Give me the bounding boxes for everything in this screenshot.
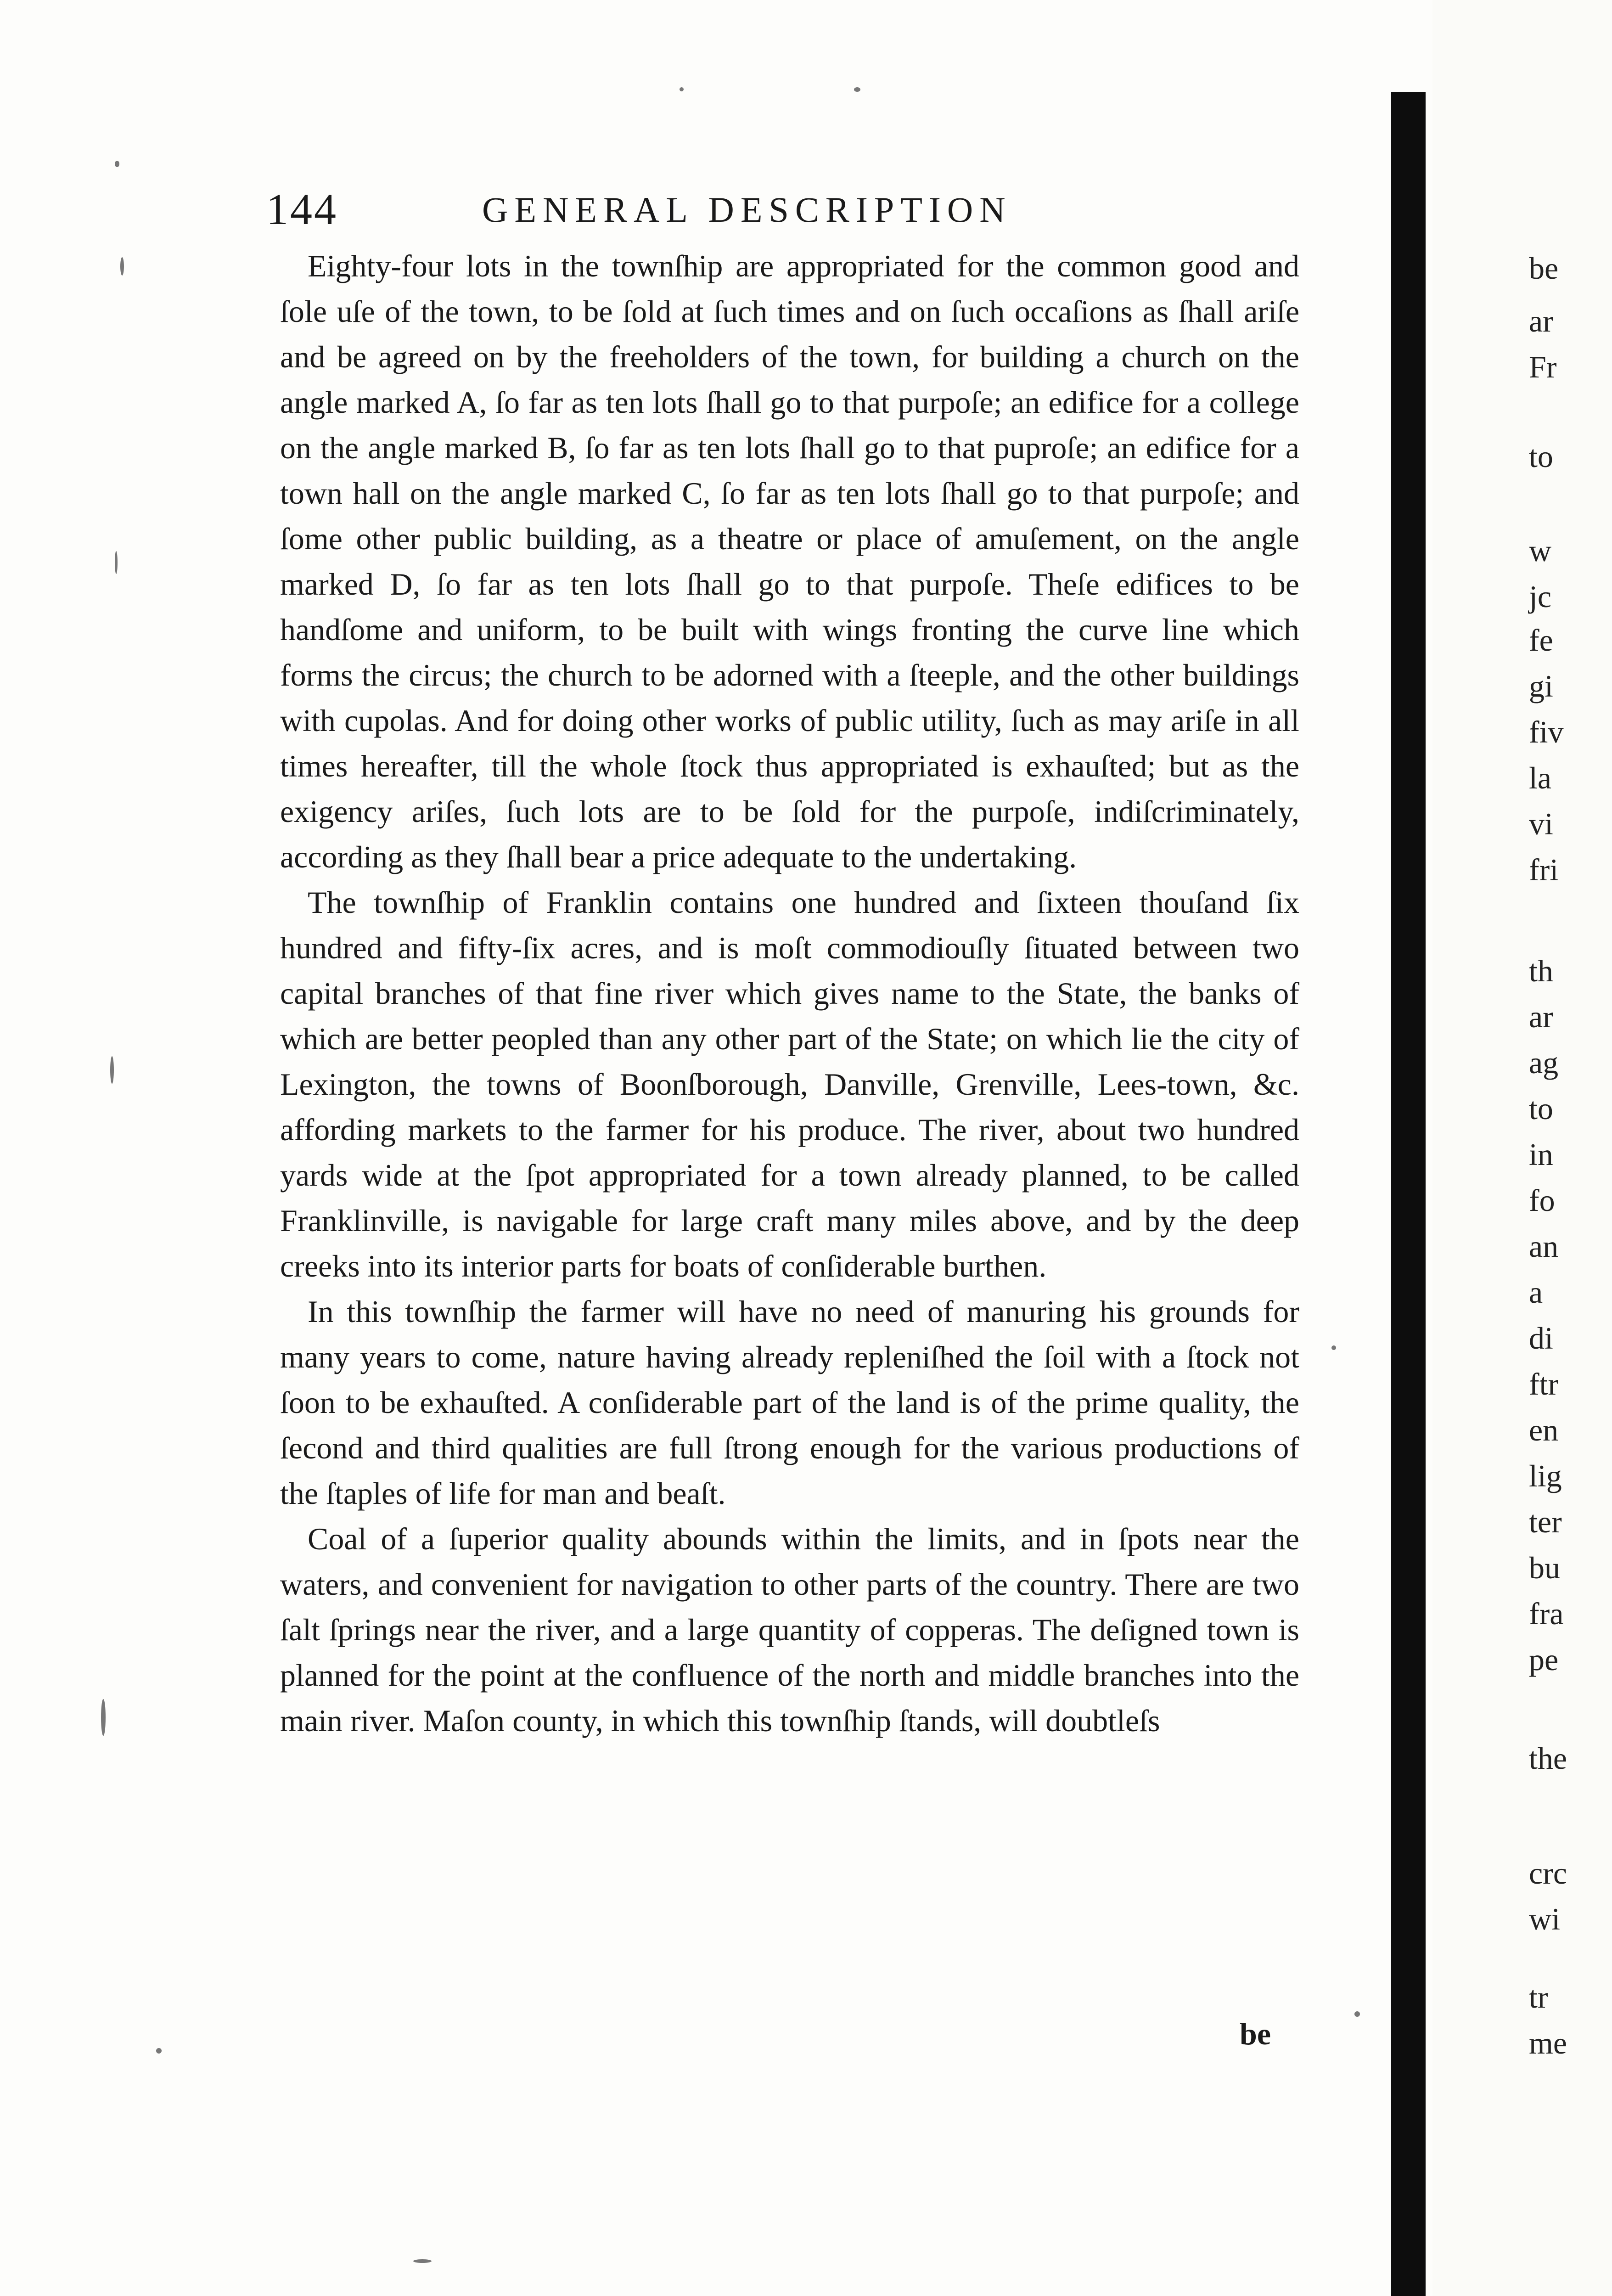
facing-page-fragment: fe [1529, 623, 1553, 658]
facing-page-fragment: bu [1529, 1550, 1560, 1585]
facing-page-fragment: tr [1529, 1980, 1548, 2015]
facing-page-fragment: la [1529, 760, 1552, 795]
facing-page-fragment: a [1529, 1275, 1543, 1310]
facing-page-fragment: wi [1529, 1902, 1560, 1936]
facing-page-fragment: gi [1529, 669, 1553, 703]
facing-page-fragment: ag [1529, 1045, 1559, 1080]
page-number: 144 [266, 185, 338, 234]
body-text [280, 243, 1299, 1744]
facing-page-fragment: ar [1529, 999, 1553, 1034]
facing-page-fragment: lig [1529, 1458, 1562, 1493]
facing-page-fragment: pe [1529, 1642, 1559, 1677]
facing-page-fragment: vi [1529, 806, 1553, 841]
paragraph-soil: In this townſhip the farmer will have no need of manuring his grounds for many years to come, nature having already repleniſhed the ſoil with a ſtock not ſoon to be exhauſted. A conſiderable part of the land is of the prime quality, the ſecond and third qualities are full ſtrong enough for the various productions of the ſtaples of life for man and beaſt. [280, 1294, 1299, 1511]
facing-page-fragment: to [1529, 439, 1553, 474]
facing-page-fragment: ter [1529, 1504, 1562, 1539]
facing-page-fragment: w [1529, 533, 1552, 568]
facing-page-fragment: fiv [1529, 715, 1564, 749]
facing-page-fragment: crc [1529, 1856, 1567, 1891]
facing-page-fragment: in [1529, 1137, 1553, 1172]
facing-page-fragment: fo [1529, 1183, 1555, 1218]
catchword: be [1240, 2016, 1271, 2051]
paragraph-township-franklin: The townſhip of Franklin contains one hundred and ſixteen thouſand ſix hundred and fifty-ſix acres, and is moſt commodiouſly ſituated between two capital branches of that fine river which gives name to the State, the banks of which are better peopled than any other part of the State; on which lie the city of Lexington, the towns of Boonſborough, Danville, Grenville, Lees-town, &c. affording markets to the farmer for his produce. The river, about two hundred yards wide at the ſpot appropriated for a town already planned, to be called Franklinville, is navigable for large craft many miles above, and by the deep creeks into its interior parts for boats of conſiderable burthen. [280, 885, 1299, 1283]
paragraph-coal: Coal of a ſuperior quality abounds within the limits, and in ſpots near the waters, and convenient for navigation to other parts of the country. There are two ſalt ſprings near the river, and a large quantity of copperas. The deſigned town is planned for the point at the confluence of the north and middle branches into the main river. Maſon county, in which this townſhip ſtands, will doubtleſs [280, 1521, 1299, 1738]
facing-page-fragment: be [1529, 251, 1559, 286]
running-head: GENERAL DESCRIPTION [482, 190, 1012, 230]
facing-page-fragment: en [1529, 1412, 1559, 1447]
facing-page-fragment: ftr [1529, 1367, 1559, 1401]
facing-page-fragment: di [1529, 1321, 1553, 1356]
paragraph-common-lots: Eighty-four lots in the townſhip are appropriated for the common good and ſole uſe of the town, to be ſold at ſuch times and on ſuch occaſions as ſhall ariſe and be agreed on by the freeholders of the town, for building a church on the angle marked A, ſo far as ten lots ſhall go to that purpoſe; an edifice for a college on the angle marked B, ſo far as ten lots ſhall go to that puproſe; an edifice for a town hall on the angle marked C, ſo far as ten lots ſhall go to that purpoſe; and ſome other public building, as a theatre or place of amuſement, on the angle marked D, ſo far as ten lots ſhall go to that purpoſe. Theſe edifices to be handſome and uniform, to be built with wings fronting the curve line which forms the circus; the church to be adorned with a ſteeple, and the other buildings with cupolas. And for doing other works of public utility, ſuch as may ariſe in all times hereafter, till the whole ſtock thus appropriated is exhauſted; but as the exigency ariſes, ſuch lots are to be ſold for the purpoſe, indiſcriminately, according as they ſhall bear a price adequate to the undertaking. [280, 248, 1299, 874]
facing-page-fragment: ar [1529, 304, 1553, 338]
facing-page-fragment: th [1529, 953, 1553, 988]
page-header [266, 184, 1304, 239]
facing-page-fragment: an [1529, 1229, 1559, 1264]
facing-page-fragment: fra [1529, 1596, 1564, 1631]
facing-page-fragment: fri [1529, 852, 1559, 887]
facing-page-fragment: the [1529, 1741, 1567, 1776]
facing-page-fragment: Fr [1529, 349, 1557, 384]
facing-page-fragment: to [1529, 1091, 1553, 1126]
facing-page-fragment: me [1529, 2026, 1567, 2060]
facing-page-edge [1432, 0, 1612, 2296]
facing-page-fragment: jc [1529, 579, 1552, 614]
binding-gutter-shadow [1391, 92, 1426, 2296]
